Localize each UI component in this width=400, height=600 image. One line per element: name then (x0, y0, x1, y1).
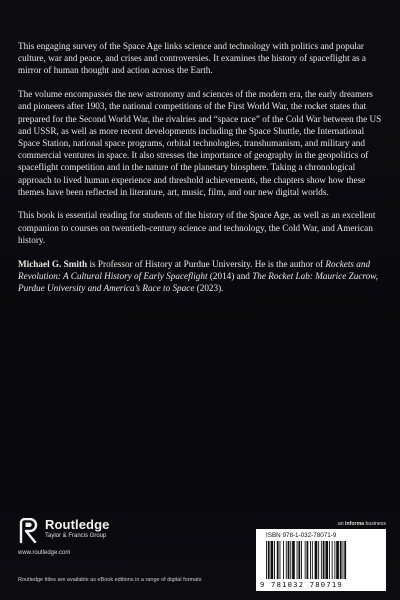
author-name: Michael G. Smith (18, 258, 88, 269)
isbn-label: ISBN 978-1-032-78071-9 (266, 532, 337, 539)
blurb (18, 40, 386, 306)
routledge-logo-icon (18, 518, 40, 544)
barcode-card (256, 529, 386, 591)
author-bio (18, 258, 386, 295)
author-bio-intro: is Professor of History at Purdue University. He is the author of (87, 258, 326, 269)
informa-brand: informa (345, 521, 365, 527)
publisher-logo (18, 518, 218, 544)
barcode-digits: 9 781032 780719 (260, 580, 343, 589)
ebook-note: Routledge titles are available as eBook editions in a range of digital formats (18, 577, 202, 583)
publisher-group: Taylor & Francis Group (45, 533, 107, 539)
informa-tagline (256, 521, 386, 527)
blurb-paragraph-3: This book is essential reading for students of the history of the Space Age, as well as an excellent companion to courses on twentieth-century science and technology, the Cold War, and American history. (18, 210, 376, 245)
author-book-2-year: (2023). (194, 282, 224, 293)
barcode-block (256, 521, 386, 593)
blurb-paragraph-2: The volume encompasses the new astronomy and sciences of the modern era, the early dreamers and pioneers after 1903, the national competitions of the First World War, the rocket states that prepared for the Second World War, the rivalries and “space race” of the Cold War between the US and USSR, as well as more recent developments including the Space Shuttle, the International Space Station, national space programs, orbital technologies, transhumanism, and military and commercial ventures in space. It also stresses the importance of geography in the geopolitics of spaceflight competition and in the nature of the planetary biosphere. Taking a chronological approach to lived human experience and threshold achievements, the chapters show how these themes have been reflected in literature, art, music, film, and our new digital worlds. (18, 89, 382, 197)
publisher-name: Routledge (45, 517, 110, 532)
author-book-1: Rockets and Revolution: A Cultural History of Early Spaceflight (18, 258, 371, 281)
publisher-website: www.routledge.com (18, 550, 71, 556)
blurb-paragraph-1: This engaging survey of the Space Age links science and technology with politics and popular culture, war and peace, and crises and controversies. It examines the history of spaceflight as a mirror of human thought and action across the Earth. (18, 41, 366, 76)
informa-prefix: an (337, 521, 346, 527)
informa-suffix: business (364, 521, 386, 527)
barcode-icon (266, 541, 378, 579)
author-book-2: The Rocket Lab: Maurice Zucrow, Purdue University and America’s Race to Space (18, 270, 378, 293)
author-book-1-year: (2014) and (207, 270, 253, 281)
